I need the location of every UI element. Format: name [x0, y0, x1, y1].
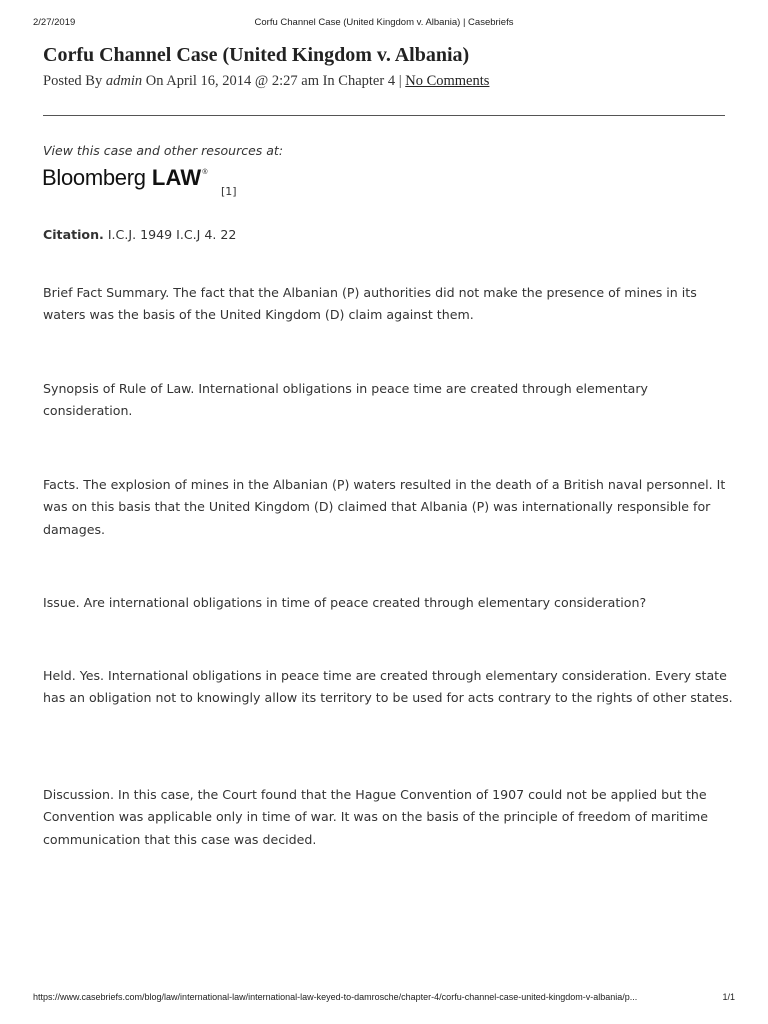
print-page-title: Corfu Channel Case (United Kingdom v. Albania) | Casebriefs: [254, 17, 514, 28]
logo-word-bloomberg: Bloomberg: [42, 165, 146, 190]
bloomberg-law-logo[interactable]: [42, 165, 207, 191]
issue-paragraph: Issue. Are international obligations in time of peace created through elementary consideration?: [43, 595, 647, 610]
held-paragraph: Held. Yes. International obligations in peace time are created through elementary consideration. Every state has an obligation not to knowingly allow its territory to be used for acts contrary to the rights of other states.: [43, 668, 733, 706]
discussion-paragraph: Discussion. In this case, the Court found that the Hague Convention of 1907 could not be applied but the Convention was applicable only in time of war. It was on the basis of the principle of freedom of maritime communication that this case was decided.: [43, 787, 708, 847]
citation: [43, 224, 733, 246]
view-case-text: View this case and other resources at:: [43, 143, 284, 158]
reference-marker: [1]: [221, 185, 237, 198]
citation-text: I.C.J. 1949 I.C.J 4. 22: [107, 227, 237, 242]
post-date: On April 16, 2014 @ 2:27 am In Chapter 4 |: [145, 73, 402, 89]
byline: [43, 73, 489, 90]
print-page-number: 1/1: [722, 992, 735, 1002]
citation-label: Citation.: [43, 227, 104, 242]
no-comments-link[interactable]: No Comments: [405, 73, 490, 89]
author-name: admin: [105, 73, 143, 89]
print-footer: [0, 992, 768, 1006]
posted-by-label: Posted By: [43, 73, 103, 89]
print-date: 2/27/2019: [33, 17, 76, 28]
facts-paragraph: Facts. The explosion of mines in the Albanian (P) waters resulted in the death of a British naval personnel. It was on this basis that the United Kingdom (D) claimed that Albania (P) was internationally responsible for damages.: [43, 477, 726, 537]
header-divider: [43, 115, 725, 116]
logo-word-law: LAW: [151, 165, 202, 190]
brief-fact-summary: Brief Fact Summary. The fact that the Albanian (P) authorities did not make the presence of mines in its waters was the basis of the United Kingdom (D) claim against them.: [43, 285, 697, 323]
print-url: https://www.casebriefs.com/blog/law/international-law/international-law-keyed-to-damrosche/chapter-4/corfu-channel-case-united-kingdom-v-albania/p...: [33, 992, 638, 1002]
article-title: Corfu Channel Case (United Kingdom v. Albania): [43, 44, 470, 66]
print-header: [0, 17, 768, 31]
logo-registered-mark: ®: [202, 169, 208, 176]
synopsis-rule-of-law: Synopsis of Rule of Law. International obligations in peace time are created through elementary consideration.: [43, 381, 648, 419]
